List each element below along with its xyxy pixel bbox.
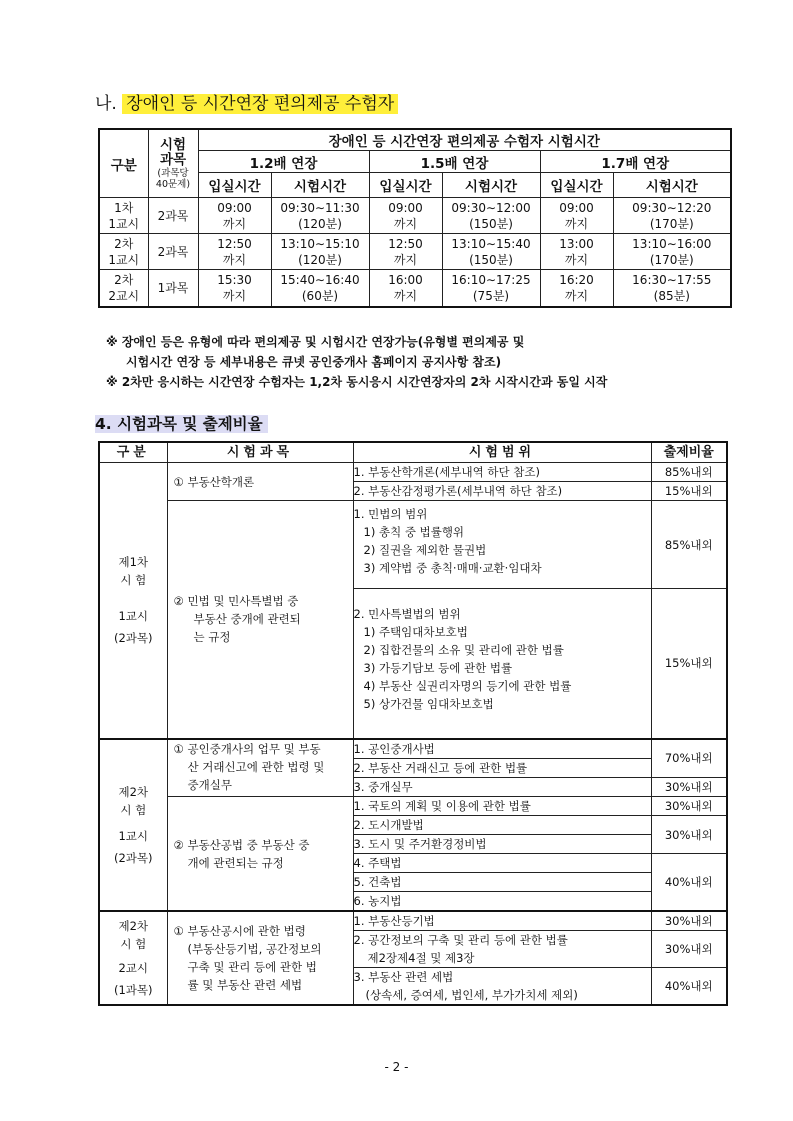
row-label bbox=[99, 270, 148, 307]
exam1-subject-2 bbox=[167, 501, 353, 739]
cell-l2: (85분) bbox=[653, 288, 690, 303]
range-item: 2. 도시개발법 bbox=[353, 816, 651, 835]
header-entry-time: 입실시간 bbox=[198, 173, 271, 198]
header-entry-time: 입실시간 bbox=[369, 173, 442, 198]
cell-l1: 09:00 bbox=[217, 200, 252, 215]
section-prefix: 나. bbox=[95, 94, 117, 114]
range-item: 4. 주택법 bbox=[353, 854, 651, 873]
exam-label-l2: 시 험 bbox=[120, 573, 147, 588]
cell-l1: 12:50 bbox=[217, 236, 252, 251]
range-item: 1. 공인중개사법 bbox=[353, 739, 651, 759]
ratio: 30%내외 bbox=[651, 931, 727, 968]
subject-line: 구축 및 관리 등에 관한 법 bbox=[187, 960, 317, 974]
range-item: 1. 부동산등기법 bbox=[353, 911, 651, 931]
subject-line: 중개실무 bbox=[187, 777, 232, 792]
section-title-4 bbox=[95, 414, 268, 434]
range-item: 3. 중개실무 bbox=[353, 778, 651, 797]
cell-l2: (75분) bbox=[472, 288, 510, 303]
exam2-subject-2 bbox=[167, 797, 353, 912]
cell-l2: (150분) bbox=[469, 216, 513, 231]
exam-label-l2: 시 험 bbox=[120, 937, 147, 951]
cell bbox=[271, 270, 369, 307]
range-line: 2. 공간정보의 구축 및 관리 등에 관한 법률 bbox=[353, 933, 568, 947]
range-item: 5) 상가건물 임대차보호법 bbox=[363, 697, 494, 711]
header-subject-l1: 시험 bbox=[159, 136, 187, 153]
exam3-label bbox=[99, 911, 167, 1005]
table-row bbox=[99, 234, 731, 270]
cell bbox=[540, 234, 613, 270]
header-range: 시험범위 bbox=[353, 442, 651, 463]
group-1-2x: 1.2배 연장 bbox=[198, 151, 369, 173]
subject-line: 는 규정 bbox=[193, 630, 231, 645]
cell-l2: 까지 bbox=[222, 288, 247, 303]
extended-time-table bbox=[98, 128, 732, 308]
ratio: 40%내외 bbox=[651, 968, 727, 1006]
range-title: 2. 민사특별법의 범위 bbox=[353, 607, 461, 621]
exam-label-l3: 1교시 bbox=[118, 828, 149, 843]
section-title-highlight: 장애인 등 시간연장 편의제공 수험자 bbox=[122, 94, 398, 114]
range-item: 2. 부동산 거래신고 등에 관한 법률 bbox=[353, 759, 651, 778]
range-item: 1) 총칙 중 법률행위 bbox=[363, 525, 465, 539]
ratio: 15%내외 bbox=[651, 482, 727, 501]
cell bbox=[369, 270, 442, 307]
header-subject-l3: (과목당 bbox=[157, 167, 189, 179]
exam-label-l1: 제2차 bbox=[118, 784, 149, 799]
exam-label-l3: 1교시 bbox=[118, 609, 149, 624]
range-item: 2. 부동산감정평가론(세부내역 하단 참조) bbox=[353, 482, 651, 501]
cell-l1: 09:00 bbox=[388, 200, 423, 215]
header-exam-time: 시험시간 bbox=[271, 173, 369, 198]
header-subject-l4: 40문제) bbox=[155, 178, 191, 190]
cell-l1: 16:20 bbox=[559, 272, 594, 287]
range-item bbox=[353, 931, 651, 968]
row-label-l2: 2교시 bbox=[108, 288, 140, 303]
ratio: 85%내외 bbox=[651, 501, 727, 589]
range-item: 1) 주택임대차보호법 bbox=[363, 625, 468, 639]
subject-line: ② 부동산공법 중 부동산 중 bbox=[173, 837, 310, 852]
exam3-subject bbox=[167, 911, 353, 1005]
range-item: 2) 집합건물의 소유 및 관리에 관한 법률 bbox=[363, 643, 564, 657]
cell-l1: 16:30∼17:55 bbox=[632, 272, 712, 287]
cell-l2: (170분) bbox=[649, 252, 694, 267]
range-item: 4) 부동산 실권리자명의 등기에 관한 법률 bbox=[363, 679, 572, 693]
table-row bbox=[99, 198, 731, 234]
cell bbox=[198, 234, 271, 270]
cell-l2: 까지 bbox=[222, 216, 247, 231]
row-label-l2: 1교시 bbox=[108, 216, 140, 231]
exam-label-l3: 2교시 bbox=[118, 961, 149, 975]
cell-l1: 12:50 bbox=[388, 236, 423, 251]
ratio: 30%내외 bbox=[651, 816, 727, 854]
cell bbox=[613, 198, 731, 234]
cell bbox=[271, 234, 369, 270]
cell-l1: 09:30∼12:20 bbox=[632, 200, 712, 215]
cell bbox=[613, 270, 731, 307]
row-subjects: 2과목 bbox=[148, 234, 198, 270]
row-subjects: 2과목 bbox=[148, 198, 198, 234]
ratio: 30%내외 bbox=[651, 911, 727, 931]
row-label-l1: 1차 bbox=[114, 200, 134, 215]
exam1-subject-1: ① 부동산학개론 bbox=[167, 463, 353, 501]
exam-label-l1: 제2차 bbox=[118, 919, 149, 933]
cell-l1: 13:10∼16:00 bbox=[632, 236, 712, 251]
section-title-4-text: 4. 시험과목 및 출제비율 bbox=[95, 415, 268, 433]
civil-law-range bbox=[353, 501, 651, 589]
cell bbox=[271, 198, 369, 234]
header-main: 장애인 등 시간연장 편의제공 수험자 시험시간 bbox=[198, 129, 731, 151]
subject-line: ① 부동산공시에 관한 법령 bbox=[173, 924, 306, 938]
exam-label-l1: 제1차 bbox=[118, 555, 149, 570]
exam-label-l4: (2과목) bbox=[113, 631, 153, 646]
subject-line: 개에 관련되는 규정 bbox=[187, 855, 284, 870]
special-law-range bbox=[353, 589, 651, 739]
header-gubun: 구분 bbox=[99, 129, 148, 198]
ratio: 40%내외 bbox=[651, 854, 727, 912]
subject-line: ② 민법 및 민사특별법 중 bbox=[173, 594, 299, 609]
exam1-label bbox=[99, 463, 167, 739]
range-line: (상속세, 증여세, 법인세, 부가가치세 제외) bbox=[365, 988, 578, 1002]
cell-l1: 13:00 bbox=[559, 236, 594, 251]
range-title: 1. 민법의 범위 bbox=[353, 507, 428, 521]
ratio: 70%내외 bbox=[651, 739, 727, 778]
page-number: - 2 - bbox=[384, 1060, 409, 1074]
table-row bbox=[99, 270, 731, 307]
subject-line: 산 거래신고에 관한 법령 및 bbox=[187, 759, 325, 774]
cell bbox=[369, 198, 442, 234]
cell bbox=[540, 270, 613, 307]
cell bbox=[198, 198, 271, 234]
cell-l2: (170분) bbox=[649, 216, 694, 231]
row-label bbox=[99, 234, 148, 270]
row-label bbox=[99, 198, 148, 234]
range-item: 3) 가등기담보 등에 관한 법률 bbox=[363, 661, 513, 675]
cell bbox=[369, 234, 442, 270]
ratio: 30%내외 bbox=[651, 797, 727, 816]
cell-l1: 13:10∼15:10 bbox=[280, 236, 360, 251]
subject-line: ① 공인중개사의 업무 및 부동 bbox=[173, 741, 321, 756]
subject-line: 률 및 부동산 관련 세법 bbox=[187, 978, 303, 992]
cell-l1: 16:00 bbox=[388, 272, 423, 287]
subject-line: (부동산등기법, 공간정보의 bbox=[187, 942, 322, 956]
cell-l1: 09:30∼11:30 bbox=[280, 200, 360, 215]
row-label-l1: 2차 bbox=[114, 236, 134, 251]
range-item: 1. 부동산학개론(세부내역 하단 참조) bbox=[353, 463, 651, 482]
cell-l2: (150분) bbox=[469, 252, 513, 267]
header-ratio: 출제비율 bbox=[651, 442, 727, 463]
row-subjects: 1과목 bbox=[148, 270, 198, 307]
cell-l1: 09:30∼12:00 bbox=[451, 200, 531, 215]
exam-label-l4: (2과목) bbox=[113, 850, 153, 865]
cell-l2: 까지 bbox=[564, 288, 589, 303]
header-gubun: 구분 bbox=[99, 442, 167, 463]
note-2: ※ 2차만 응시하는 시간연장 수험자는 1,2차 동시응시 시간연장자의 2차 시작시간과 동일 시작 bbox=[106, 375, 608, 389]
cell-l1: 15:40∼16:40 bbox=[280, 272, 360, 287]
header-subject-l2: 과목 bbox=[159, 151, 187, 168]
row-label-l1: 2차 bbox=[114, 272, 134, 287]
cell-l2: 까지 bbox=[564, 252, 589, 267]
cell-l2: 까지 bbox=[393, 216, 418, 231]
cell bbox=[613, 234, 731, 270]
cell bbox=[442, 270, 540, 307]
ratio: 30%내외 bbox=[651, 778, 727, 797]
range-item: 1. 국토의 계획 및 이용에 관한 법률 bbox=[353, 797, 651, 816]
subjects-table bbox=[98, 441, 728, 1006]
cell-l2: 까지 bbox=[393, 288, 418, 303]
header-subject: 시험과목 bbox=[167, 442, 353, 463]
header-exam-time: 시험시간 bbox=[613, 173, 731, 198]
cell-l2: 까지 bbox=[222, 252, 247, 267]
range-item: 3) 계약법 중 총칙·매매·교환·임대차 bbox=[363, 561, 542, 575]
cell bbox=[198, 270, 271, 307]
range-item: 2) 질권을 제외한 물권법 bbox=[363, 543, 487, 557]
header-subject bbox=[148, 129, 198, 198]
section-title-na bbox=[95, 92, 398, 116]
cell-l1: 09:00 bbox=[559, 200, 594, 215]
exam2-subject-1 bbox=[167, 739, 353, 797]
exam2-label bbox=[99, 739, 167, 912]
cell-l2: (60분) bbox=[301, 288, 339, 303]
cell-l1: 13:10∼15:40 bbox=[451, 236, 531, 251]
range-item: 6. 농지법 bbox=[353, 892, 651, 912]
cell bbox=[442, 198, 540, 234]
note-1-line-1: ※ 장애인 등은 유형에 따라 편의제공 및 시험시간 연장가능(유형별 편의제공 및 bbox=[106, 335, 525, 349]
cell-l2: 까지 bbox=[393, 252, 418, 267]
range-item: 3. 도시 및 주거환경정비법 bbox=[353, 835, 651, 854]
range-item: 5. 건축법 bbox=[353, 873, 651, 892]
group-1-7x: 1.7배 연장 bbox=[540, 151, 731, 173]
ratio: 15%내외 bbox=[651, 589, 727, 739]
header-exam-time: 시험시간 bbox=[442, 173, 540, 198]
cell-l1: 16:10∼17:25 bbox=[451, 272, 531, 287]
note-1-line-2: 시험시간 연장 등 세부내용은 큐넷 공인중개사 홈페이지 공지사항 참조) bbox=[126, 355, 502, 369]
cell bbox=[442, 234, 540, 270]
range-line: 제2장제4절 및 제3장 bbox=[367, 951, 475, 965]
cell-l2: 까지 bbox=[564, 216, 589, 231]
cell bbox=[540, 198, 613, 234]
range-line: 3. 부동산 관련 세법 bbox=[353, 970, 454, 984]
ratio: 85%내외 bbox=[651, 463, 727, 482]
range-item bbox=[353, 968, 651, 1006]
cell-l2: (120분) bbox=[298, 216, 342, 231]
exam-label-l4: (1과목) bbox=[113, 983, 153, 997]
cell-l1: 15:30 bbox=[217, 272, 252, 287]
row-label-l2: 1교시 bbox=[108, 252, 140, 267]
exam-label-l2: 시 험 bbox=[120, 802, 147, 817]
header-entry-time: 입실시간 bbox=[540, 173, 613, 198]
subject-line: 부동산 중개에 관련되 bbox=[193, 612, 301, 627]
cell-l2: (120분) bbox=[298, 252, 342, 267]
group-1-5x: 1.5배 연장 bbox=[369, 151, 540, 173]
